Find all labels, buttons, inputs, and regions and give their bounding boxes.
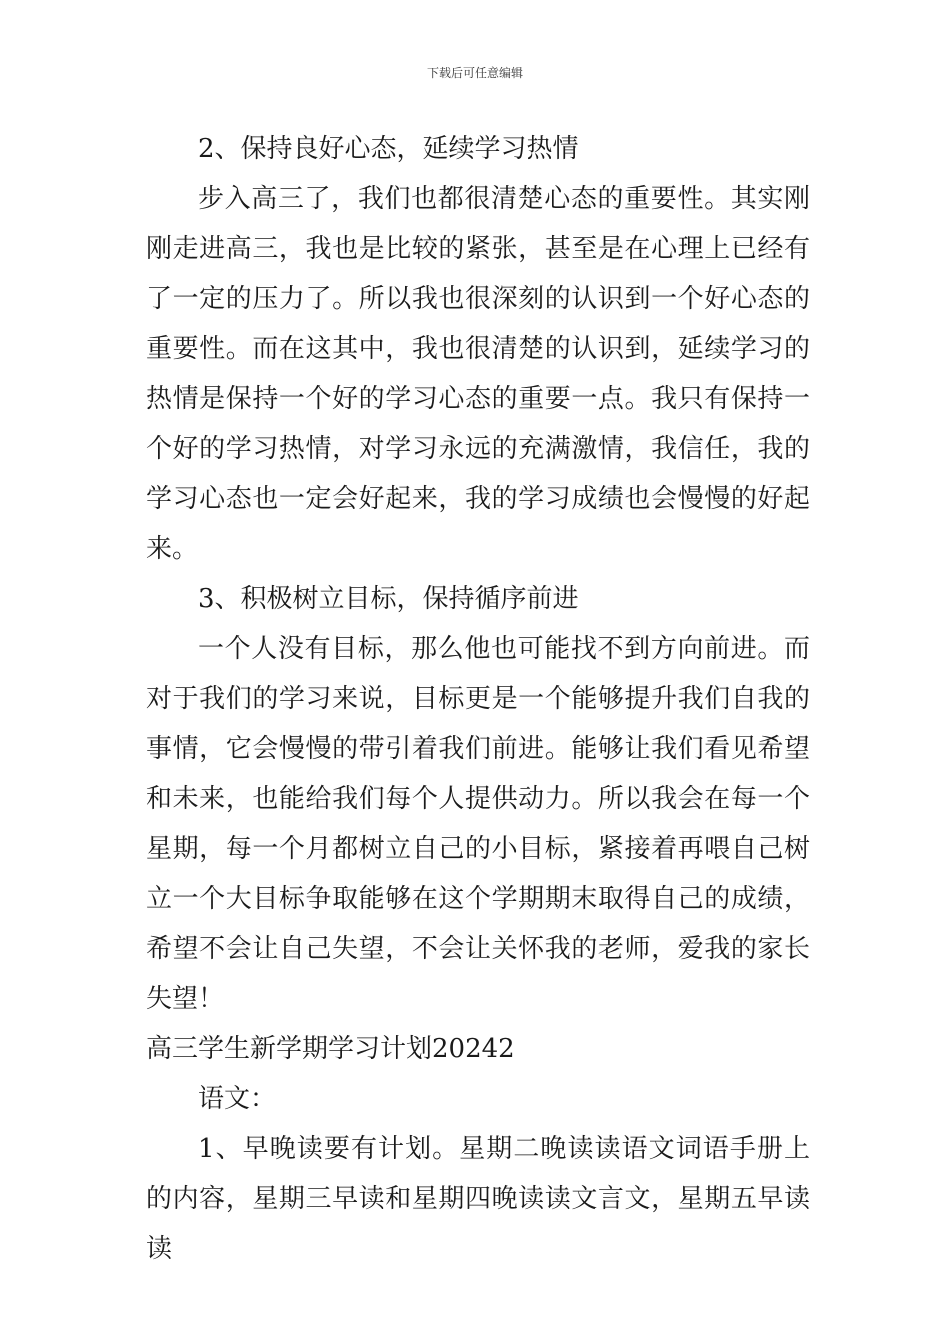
document-body [146, 124, 810, 1274]
plan-title: 高三学生新学期学习计划20242 [146, 1034, 515, 1064]
section-2-heading: 2、保持良好心态，延续学习热情 [198, 134, 579, 164]
section-3-heading: 3、积极树立目标，保持循序前进 [198, 584, 579, 614]
section-2-paragraph: 步入高三了，我们也都很清楚心态的重要性。其实刚刚走进高三，我也是比较的紧张，甚至是在心理上已经有了一定的压力了。所以我也很深刻的认识到一个好心态的重要性。而在这其中，我也很清楚的认识到，延续学习的热情是保持一个好的学习心态的重要一点。我只有保持一个好的学习热情，对学习永远的充满激情，我信任，我的学习心态也一定会好起来，我的学习成绩也会慢慢的好起来。 [146, 184, 810, 564]
plan-subject-heading: 语文： [198, 1084, 277, 1114]
header-note: 下载后可任意编辑 [426, 66, 523, 80]
plan-item-1: 1、早晚读要有计划。星期二晚读读语文词语手册上的内容，星期三早读和星期四晚读读文言文，星期五早读读 [146, 1134, 810, 1264]
section-3-paragraph: 一个人没有目标，那么他也可能找不到方向前进。而对于我们的学习来说，目标更是一个能够提升我们自我的事情，它会慢慢的带引着我们前进。能够让我们看见希望和未来，也能给我们每个人提供动力。所以我会在每一个星期，每一个月都树立自己的小目标，紧接着再喂自己树立一个大目标争取能够在这个学期期末取得自己的成绩，希望不会让自己失望，不会让关怀我的老师，爱我的家长失望！ [146, 634, 810, 1014]
